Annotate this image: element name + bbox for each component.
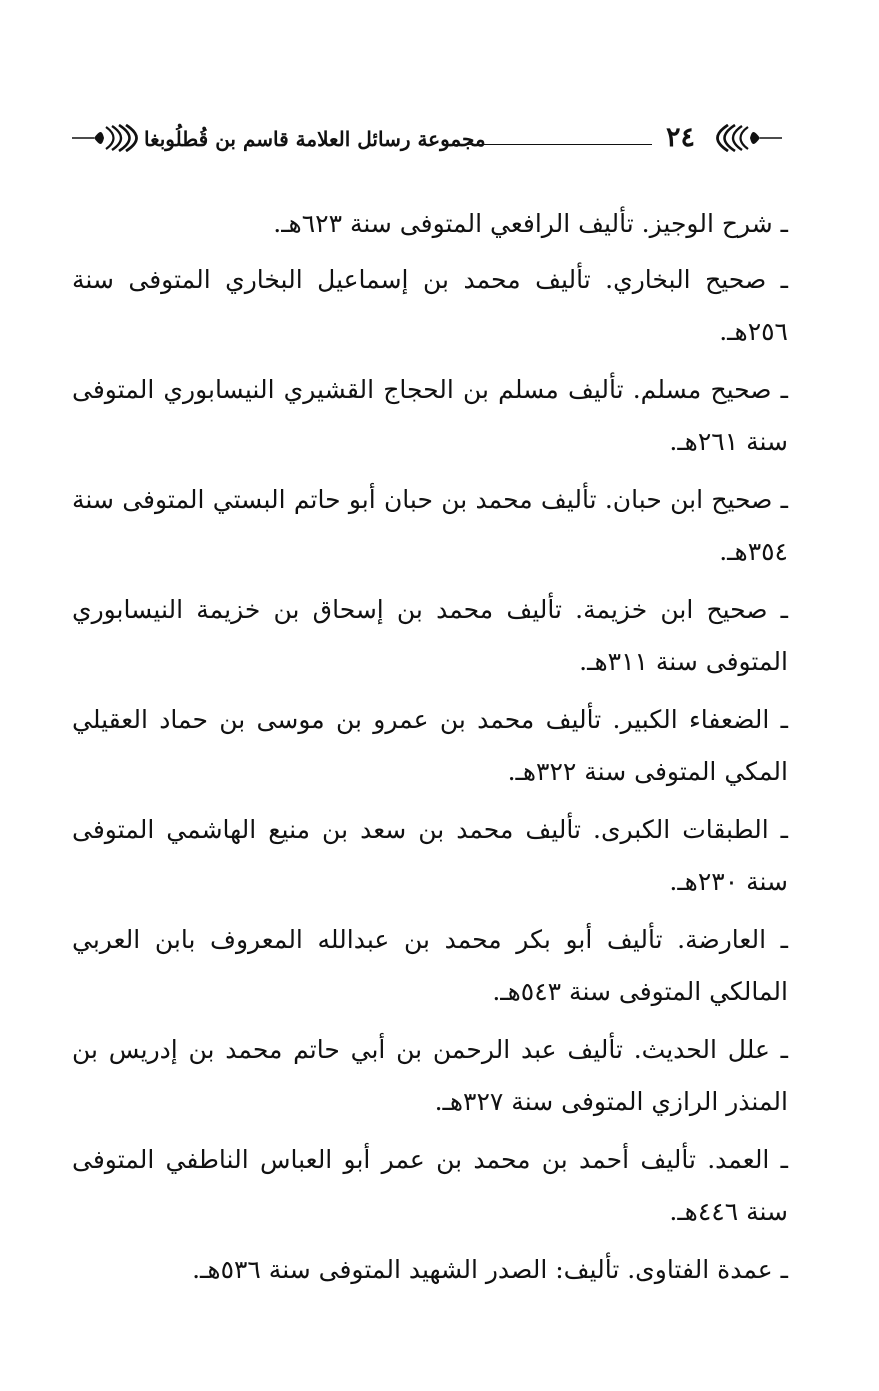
list-item: ـ صحيح البخاري. تأليف محمد بن إسماعيل البخاري المتوفى سنة ٢٥٦هـ. [72,265,788,346]
list-item: ـ شرح الوجيز. تأليف الرافعي المتوفى سنة ٦٢٣هـ. [273,209,788,238]
list-item: ـ صحيح ابن حبان. تأليف محمد بن حبان أبو حاتم البستي المتوفى سنة ٣٥٤هـ. [72,485,788,566]
page-number: ٢٤ [666,122,696,153]
header-title: مجموعة رسائل العلامة قاسم بن قُطلُوبغا [144,127,486,151]
list-item: ـ صحيح ابن خزيمة. تأليف محمد بن إسحاق بن خزيمة النيسابوري المتوفى سنة ٣١١هـ. [72,595,788,676]
list-item: ـ الضعفاء الكبير. تأليف محمد بن عمرو بن موسى بن حماد العقيلي المكي المتوفى سنة ٣٢٢هـ. [72,705,788,786]
list-item: ـ صحيح مسلم. تأليف مسلم بن الحجاج القشيري النيسابوري المتوفى سنة ٢٦١هـ. [72,375,788,456]
running-header [70,118,784,162]
header-rule [452,144,652,145]
list-item: ـ العارضة. تأليف أبو بكر محمد بن عبدالله المعروف بابن العربي المالكي المتوفى سنة ٥٤٣هـ. [72,925,788,1006]
bibliography-list [72,198,788,1300]
list-item: ـ الطبقات الكبرى. تأليف محمد بن سعد بن منيع الهاشمي المتوفى سنة ٢٣٠هـ. [72,815,788,896]
ornament-right-icon [714,124,784,152]
list-item: ـ علل الحديث. تأليف عبد الرحمن بن أبي حاتم محمد بن إدريس بن المنذر الرازي المتوفى سنة ٣٢٧هـ. [72,1035,788,1116]
list-item: ـ العمد. تأليف أحمد بن محمد بن عمر أبو العباس الناطفي المتوفى سنة ٤٤٦هـ. [72,1145,788,1226]
ornament-left-icon [70,124,140,152]
list-item: ـ عمدة الفتاوى. تأليف: الصدر الشهيد المتوفى سنة ٥٣٦هـ. [192,1255,788,1284]
